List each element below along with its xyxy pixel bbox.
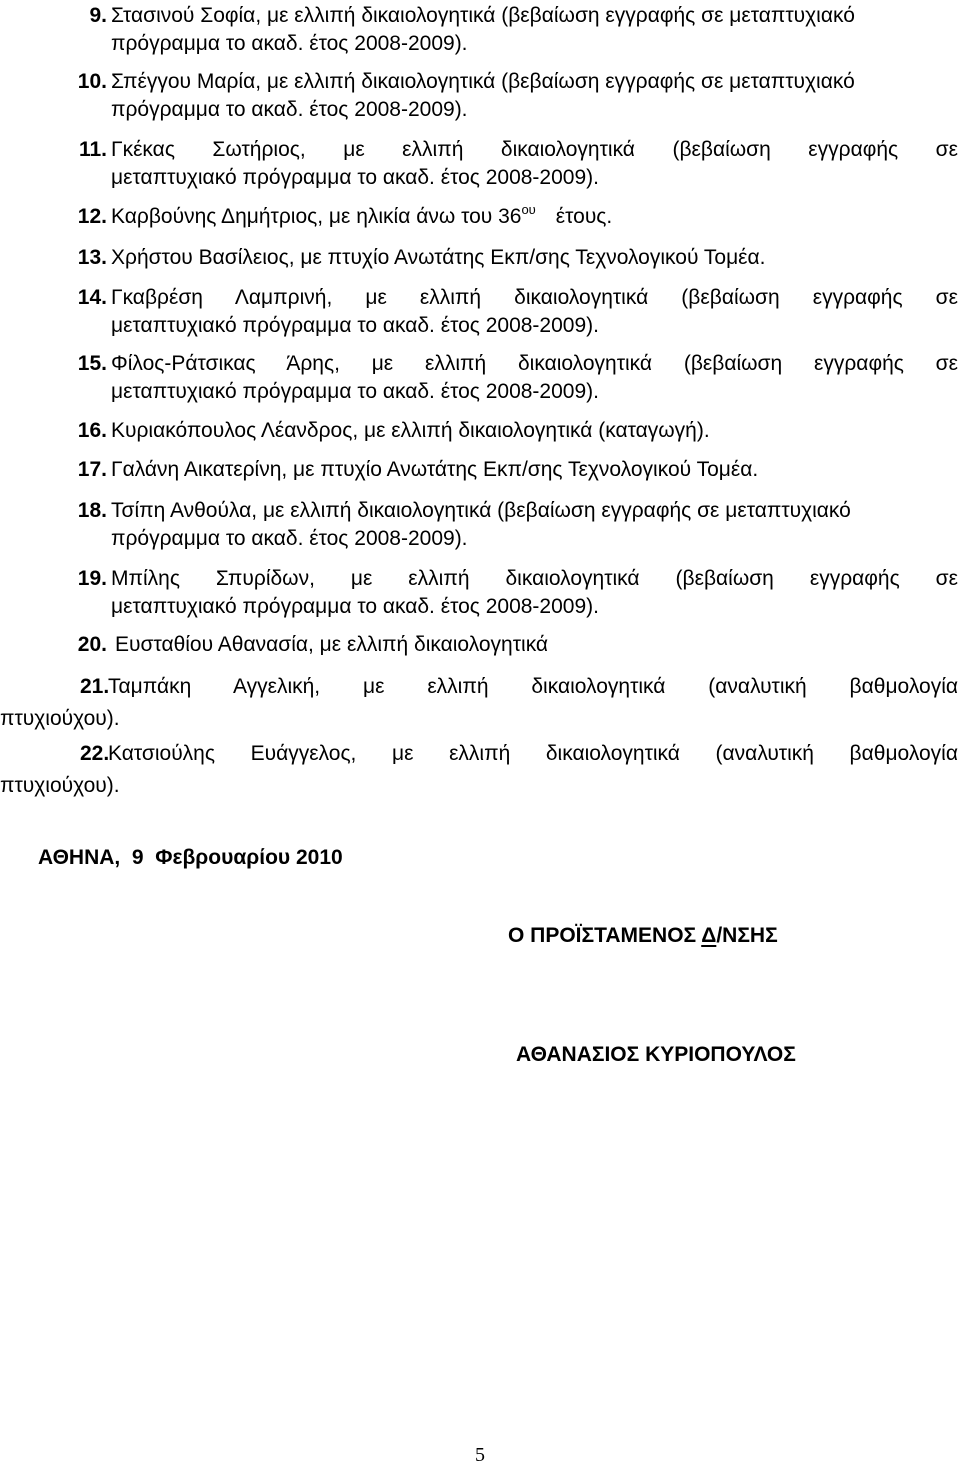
- item-line: Φίλος-Ράτσικας Άρης, με ελλιπή δικαιολογητικά (βεβαίωση εγγραφής σε: [111, 352, 958, 375]
- item-text: [111, 284, 958, 340]
- item-line: μεταπτυχιακό πρόγραμμα το ακαδ. έτος 2008-2009).: [111, 314, 599, 337]
- item-line: Ταμπάκη Αγγελική, με ελλιπή δικαιολογητικά (αναλυτική βαθμολογία: [108, 675, 958, 698]
- item-number: 16.: [77, 419, 107, 442]
- page-number: 5: [475, 1444, 485, 1466]
- item-line-end: έτους.: [555, 205, 613, 228]
- signatory-title-suffix: /ΝΣΗΣ: [716, 924, 778, 947]
- signatory-title: [508, 924, 778, 948]
- item-text: [111, 497, 958, 553]
- item-text: [111, 565, 958, 621]
- item-number: 17.: [77, 458, 107, 481]
- item-line: Χρήστου Βασίλειος, με πτυχίο Ανωτάτης Εκπ/σης Τεχνολογικού Τομέα.: [111, 246, 766, 269]
- date-line: ΑΘΗΝΑ, 9 Φεβρουαρίου 2010: [38, 846, 343, 869]
- item-number: 10.: [77, 70, 107, 93]
- item-text: [111, 417, 958, 445]
- item-line: πρόγραμμα το ακαδ. έτος 2008-2009).: [111, 527, 468, 550]
- item-line: πρόγραμμα το ακαδ. έτος 2008-2009).: [111, 32, 468, 55]
- item-number: 22.: [80, 742, 110, 765]
- ordinal-superscript: ου: [521, 202, 536, 217]
- item-text: [111, 350, 958, 406]
- item-text: [111, 68, 958, 124]
- item-line: πτυχιούχου).: [0, 707, 120, 730]
- item-line: Γκαβρέση Λαμπρινή, με ελλιπή δικαιολογητικά (βεβαίωση εγγραφής σε: [111, 286, 958, 309]
- item-line: Γκέκας Σωτήριος, με ελλιπή δικαιολογητικά (βεβαίωση εγγραφής σε: [111, 138, 958, 161]
- item-line: Σπέγγου Μαρία, με ελλιπή δικαιολογητικά (βεβαίωση εγγραφής σε μεταπτυχιακό: [111, 70, 855, 93]
- item-number: 18.: [77, 499, 107, 522]
- item-number: 19.: [77, 567, 107, 590]
- item-number: 21.: [80, 675, 110, 698]
- item-line: Ευσταθίου Αθανασία, με ελλιπή δικαιολογητικά: [115, 633, 549, 656]
- item-number: 11.: [78, 138, 107, 161]
- item-line: Στασινού Σοφία, με ελλιπή δικαιολογητικά (βεβαίωση εγγραφής σε μεταπτυχιακό: [111, 4, 855, 27]
- item-text: [111, 2, 958, 58]
- item-line: Κατσιούλης Ευάγγελος, με ελλιπή δικαιολογητικά (αναλυτική βαθμολογία: [108, 742, 958, 765]
- item-line: Κυριακόπουλος Λέανδρος, με ελλιπή δικαιολογητικά (καταγωγή).: [111, 419, 710, 442]
- item-line: Γαλάνη Αικατερίνη, με πτυχίο Ανωτάτης Εκπ/σης Τεχνολογικού Τομέα.: [111, 458, 759, 481]
- item-line: Μπίλης Σπυρίδων, με ελλιπή δικαιολογητικά (βεβαίωση εγγραφής σε: [111, 567, 958, 590]
- item-text: [111, 244, 958, 272]
- signatory-title-prefix: Ο ΠΡΟΪΣΤΑΜΕΝΟΣ: [508, 924, 702, 947]
- item-line: μεταπτυχιακό πρόγραμμα το ακαδ. έτος 2008-2009).: [111, 595, 599, 618]
- item-text: [115, 631, 960, 659]
- item-line: μεταπτυχιακό πρόγραμμα το ακαδ. έτος 2008-2009).: [111, 166, 599, 189]
- item-number: 13.: [77, 246, 107, 269]
- item-text: [111, 456, 958, 484]
- item-number: 9.: [89, 4, 107, 27]
- item-line: μεταπτυχιακό πρόγραμμα το ακαδ. έτος 2008-2009).: [111, 380, 599, 403]
- item-number: 20.: [77, 633, 107, 656]
- item-number: 15.: [77, 352, 107, 375]
- item-text: [111, 203, 958, 231]
- item-number: 14.: [77, 286, 107, 309]
- signatory-title-underlined: Δ: [701, 924, 717, 947]
- item-line: [111, 203, 958, 231]
- item-text: [111, 136, 958, 192]
- item-line: πτυχιούχου).: [0, 774, 120, 797]
- item-line: πρόγραμμα το ακαδ. έτος 2008-2009).: [111, 98, 468, 121]
- item-line: Τσίπη Ανθούλα, με ελλιπή δικαιολογητικά (βεβαίωση εγγραφής σε μεταπτυχιακό: [111, 499, 851, 522]
- item-number: 12.: [77, 205, 107, 228]
- item-line-main: Καρβούνης Δημήτριος, με ηλικία άνω του 36: [111, 205, 522, 228]
- signatory-name: ΑΘΑΝΑΣΙΟΣ ΚΥΡΙΟΠΟΥΛΟΣ: [516, 1043, 796, 1066]
